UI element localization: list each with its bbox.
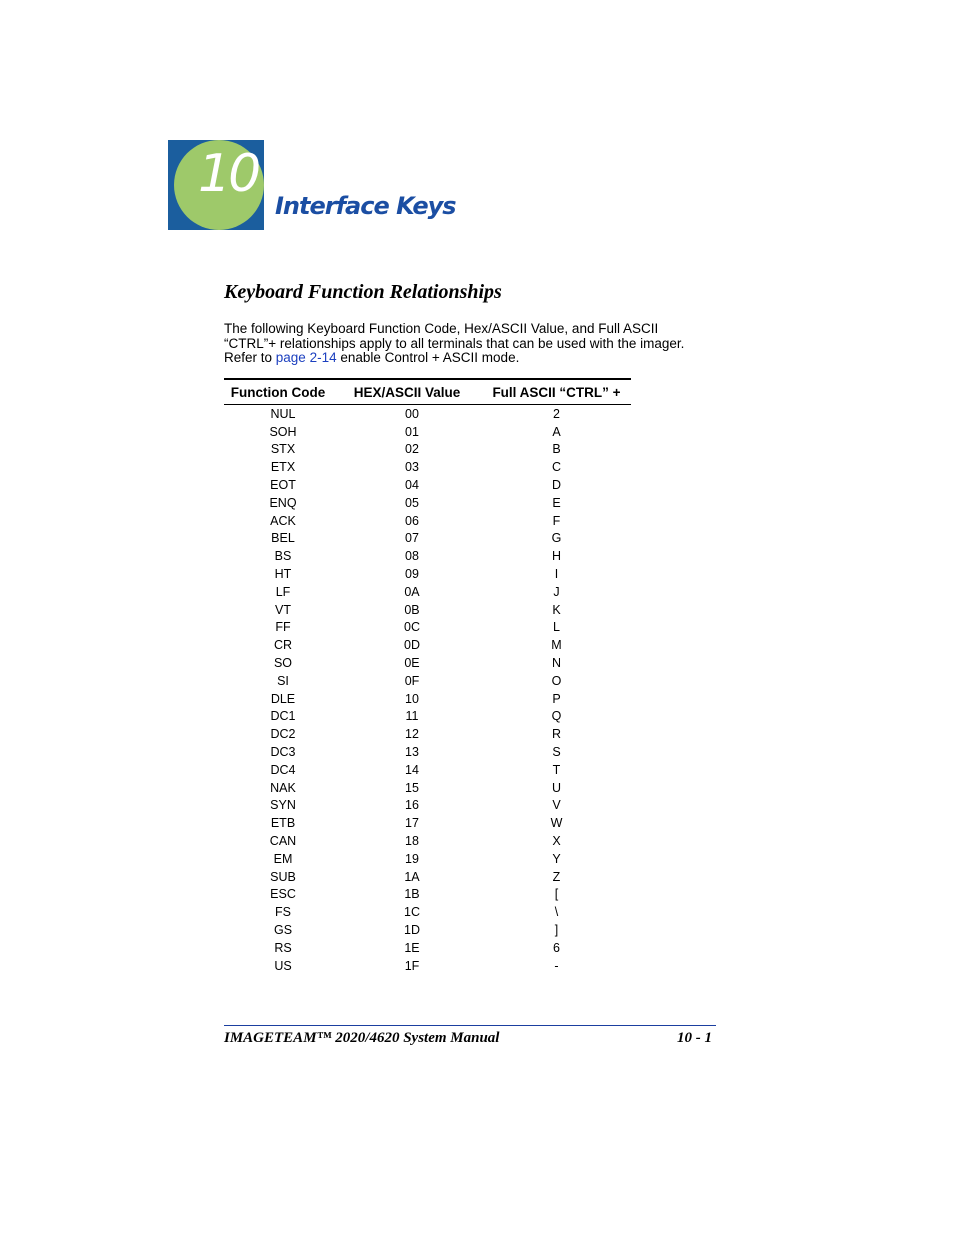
hex-value-cell: 0A xyxy=(404,584,420,599)
table-row xyxy=(224,441,631,459)
ctrl-key-cell: Y xyxy=(552,851,561,866)
intro-line-1: The following Keyboard Function Code, Hex/ASCII Value, and Full ASCII xyxy=(224,321,659,336)
ctrl-key-cell: W xyxy=(550,816,563,831)
table-row xyxy=(224,565,631,583)
column-header-full-ascii: Full ASCII “CTRL” + xyxy=(492,384,621,400)
hex-value-cell: 1B xyxy=(404,887,420,902)
ctrl-key-cell: U xyxy=(551,780,562,795)
table-row xyxy=(224,636,631,654)
table-row xyxy=(224,530,631,548)
ctrl-key-cell: [ xyxy=(554,887,559,902)
function-code-cell: GS xyxy=(273,923,293,937)
hex-value-cell: 0E xyxy=(404,656,420,671)
table-row xyxy=(224,886,631,904)
hex-value-cell: 17 xyxy=(405,816,419,831)
hex-value-cell: 14 xyxy=(405,762,419,777)
intro-line-3-post: enable Control + ASCII mode. xyxy=(336,350,520,365)
function-code-cell: NAK xyxy=(270,780,296,795)
function-code-cell: CAN xyxy=(269,834,297,849)
hex-value-cell: 1D xyxy=(404,923,420,937)
table-row xyxy=(224,957,631,975)
chapter-number: 10 xyxy=(198,144,259,204)
ctrl-key-cell: F xyxy=(552,513,561,528)
table-row xyxy=(224,850,631,868)
function-code-cell: EM xyxy=(273,851,293,866)
hex-value-cell: 04 xyxy=(405,478,419,493)
function-code-cell: SYN xyxy=(270,798,296,813)
ctrl-key-cell: ] xyxy=(554,923,559,937)
hex-value-cell: 18 xyxy=(405,834,419,849)
hex-value-cell: 10 xyxy=(405,691,419,706)
hex-value-cell: 0C xyxy=(404,620,420,635)
table-row xyxy=(224,672,631,690)
ctrl-key-cell: R xyxy=(551,727,562,742)
intro-paragraph xyxy=(224,322,724,366)
hex-value-cell: 01 xyxy=(405,424,419,439)
function-code-cell: EOT xyxy=(270,478,296,493)
table-row xyxy=(224,743,631,761)
hex-value-cell: 09 xyxy=(405,567,419,582)
footer-rule xyxy=(224,1025,716,1026)
ctrl-key-cell: E xyxy=(552,495,561,510)
ctrl-key-cell: C xyxy=(551,460,562,475)
intro-line-3-pre: Refer to xyxy=(224,350,276,365)
chapter-badge xyxy=(168,140,264,230)
table-row xyxy=(224,708,631,726)
table-row xyxy=(224,547,631,565)
table-row xyxy=(224,601,631,619)
hex-value-cell: 19 xyxy=(405,851,419,866)
function-code-cell: BS xyxy=(274,549,292,564)
ctrl-key-cell: J xyxy=(553,584,560,599)
table-row xyxy=(224,814,631,832)
table-row xyxy=(224,494,631,512)
table-header-row xyxy=(224,380,631,404)
hex-value-cell: 03 xyxy=(405,460,419,475)
ctrl-key-cell: H xyxy=(551,549,562,564)
function-code-cell: DLE xyxy=(270,691,296,706)
ctrl-key-cell: \ xyxy=(554,905,559,920)
function-code-cell: ACK xyxy=(270,513,296,528)
function-code-cell: LF xyxy=(275,584,291,599)
function-code-cell: ETX xyxy=(270,460,296,475)
function-code-cell: CR xyxy=(273,638,293,653)
table-row xyxy=(224,405,631,423)
function-code-cell: SOH xyxy=(269,424,297,439)
table-row xyxy=(224,583,631,601)
hex-value-cell: 1C xyxy=(404,905,420,920)
table-body xyxy=(224,405,631,975)
function-code-cell: RS xyxy=(274,940,292,955)
table-row xyxy=(224,761,631,779)
ctrl-key-cell: S xyxy=(552,745,561,760)
table-row xyxy=(224,690,631,708)
ctrl-key-cell: - xyxy=(554,958,559,973)
function-code-cell: DC3 xyxy=(270,745,296,760)
ctrl-key-cell: V xyxy=(552,798,561,813)
hex-value-cell: 0B xyxy=(404,602,420,617)
table-row xyxy=(224,779,631,797)
hex-value-cell: 11 xyxy=(405,709,419,724)
ctrl-key-cell: 2 xyxy=(553,406,560,421)
table-row xyxy=(224,458,631,476)
function-code-cell: FS xyxy=(275,905,291,920)
function-code-cell: FF xyxy=(275,620,291,635)
function-code-cell: ESC xyxy=(270,887,296,902)
intro-line-3 xyxy=(224,351,724,366)
function-code-cell: HT xyxy=(274,567,292,582)
table-row xyxy=(224,797,631,815)
column-header-function-code: Function Code xyxy=(230,384,326,400)
hex-value-cell: 07 xyxy=(405,531,419,546)
ctrl-key-cell: T xyxy=(552,762,561,777)
function-code-cell: ETB xyxy=(270,816,296,831)
hex-value-cell: 15 xyxy=(405,780,419,795)
function-code-cell: STX xyxy=(270,442,296,457)
ctrl-key-cell: O xyxy=(551,673,562,688)
page-link[interactable]: page 2-14 xyxy=(275,350,337,365)
table-row xyxy=(224,423,631,441)
ctrl-key-cell: D xyxy=(551,478,562,493)
ctrl-key-cell: 6 xyxy=(553,940,560,955)
ctrl-key-cell: B xyxy=(552,442,561,457)
ctrl-key-cell: L xyxy=(553,620,560,635)
hex-value-cell: 00 xyxy=(405,406,419,421)
footer-page-number: 10 - 1 xyxy=(677,1030,712,1046)
function-key-table xyxy=(224,378,631,975)
function-code-cell: US xyxy=(274,958,292,973)
ctrl-key-cell: Q xyxy=(551,709,562,724)
function-code-cell: BEL xyxy=(271,531,295,546)
table-row xyxy=(224,725,631,743)
ctrl-key-cell: K xyxy=(552,602,561,617)
hex-value-cell: 0F xyxy=(404,673,420,688)
table-row xyxy=(224,939,631,957)
function-code-cell: SUB xyxy=(270,869,296,884)
table-row xyxy=(224,832,631,850)
ctrl-key-cell: M xyxy=(551,638,562,653)
hex-value-cell: 12 xyxy=(405,727,419,742)
ctrl-key-cell: G xyxy=(551,531,562,546)
table-row xyxy=(224,619,631,637)
function-code-cell: ENQ xyxy=(269,495,297,510)
function-code-cell: DC1 xyxy=(270,709,296,724)
function-code-cell: DC2 xyxy=(270,727,296,742)
hex-value-cell: 16 xyxy=(405,798,419,813)
footer-manual-title: IMAGETEAM™ 2020/4620 System Manual xyxy=(224,1030,500,1046)
chapter-title: Interface Keys xyxy=(275,192,456,220)
hex-value-cell: 06 xyxy=(405,513,419,528)
ctrl-key-cell: I xyxy=(554,567,559,582)
function-code-cell: NUL xyxy=(270,406,296,421)
hex-value-cell: 13 xyxy=(405,745,419,760)
table-row xyxy=(224,868,631,886)
table-row xyxy=(224,921,631,939)
hex-value-cell: 02 xyxy=(405,442,419,457)
ctrl-key-cell: X xyxy=(552,834,561,849)
column-header-hex-ascii: HEX/ASCII Value xyxy=(353,384,461,400)
ctrl-key-cell: N xyxy=(551,656,562,671)
hex-value-cell: 1F xyxy=(404,958,420,973)
intro-line-2: “CTRL”+ relationships apply to all terminals that can be used with the imager. xyxy=(224,335,685,351)
hex-value-cell: 08 xyxy=(405,549,419,564)
hex-value-cell: 1A xyxy=(404,869,420,884)
ctrl-key-cell: A xyxy=(552,424,561,439)
function-code-cell: VT xyxy=(275,602,291,617)
function-code-cell: SO xyxy=(273,656,293,671)
hex-value-cell: 0D xyxy=(404,638,420,653)
hex-value-cell: 05 xyxy=(405,495,419,510)
function-code-cell: SI xyxy=(277,673,289,688)
ctrl-key-cell: Z xyxy=(552,869,561,884)
table-row xyxy=(224,512,631,530)
table-row xyxy=(224,476,631,494)
table-row xyxy=(224,654,631,672)
hex-value-cell: 1E xyxy=(404,940,420,955)
table-row xyxy=(224,903,631,921)
function-code-cell: DC4 xyxy=(270,762,296,777)
ctrl-key-cell: P xyxy=(552,691,561,706)
section-heading: Keyboard Function Relationships xyxy=(224,281,502,303)
